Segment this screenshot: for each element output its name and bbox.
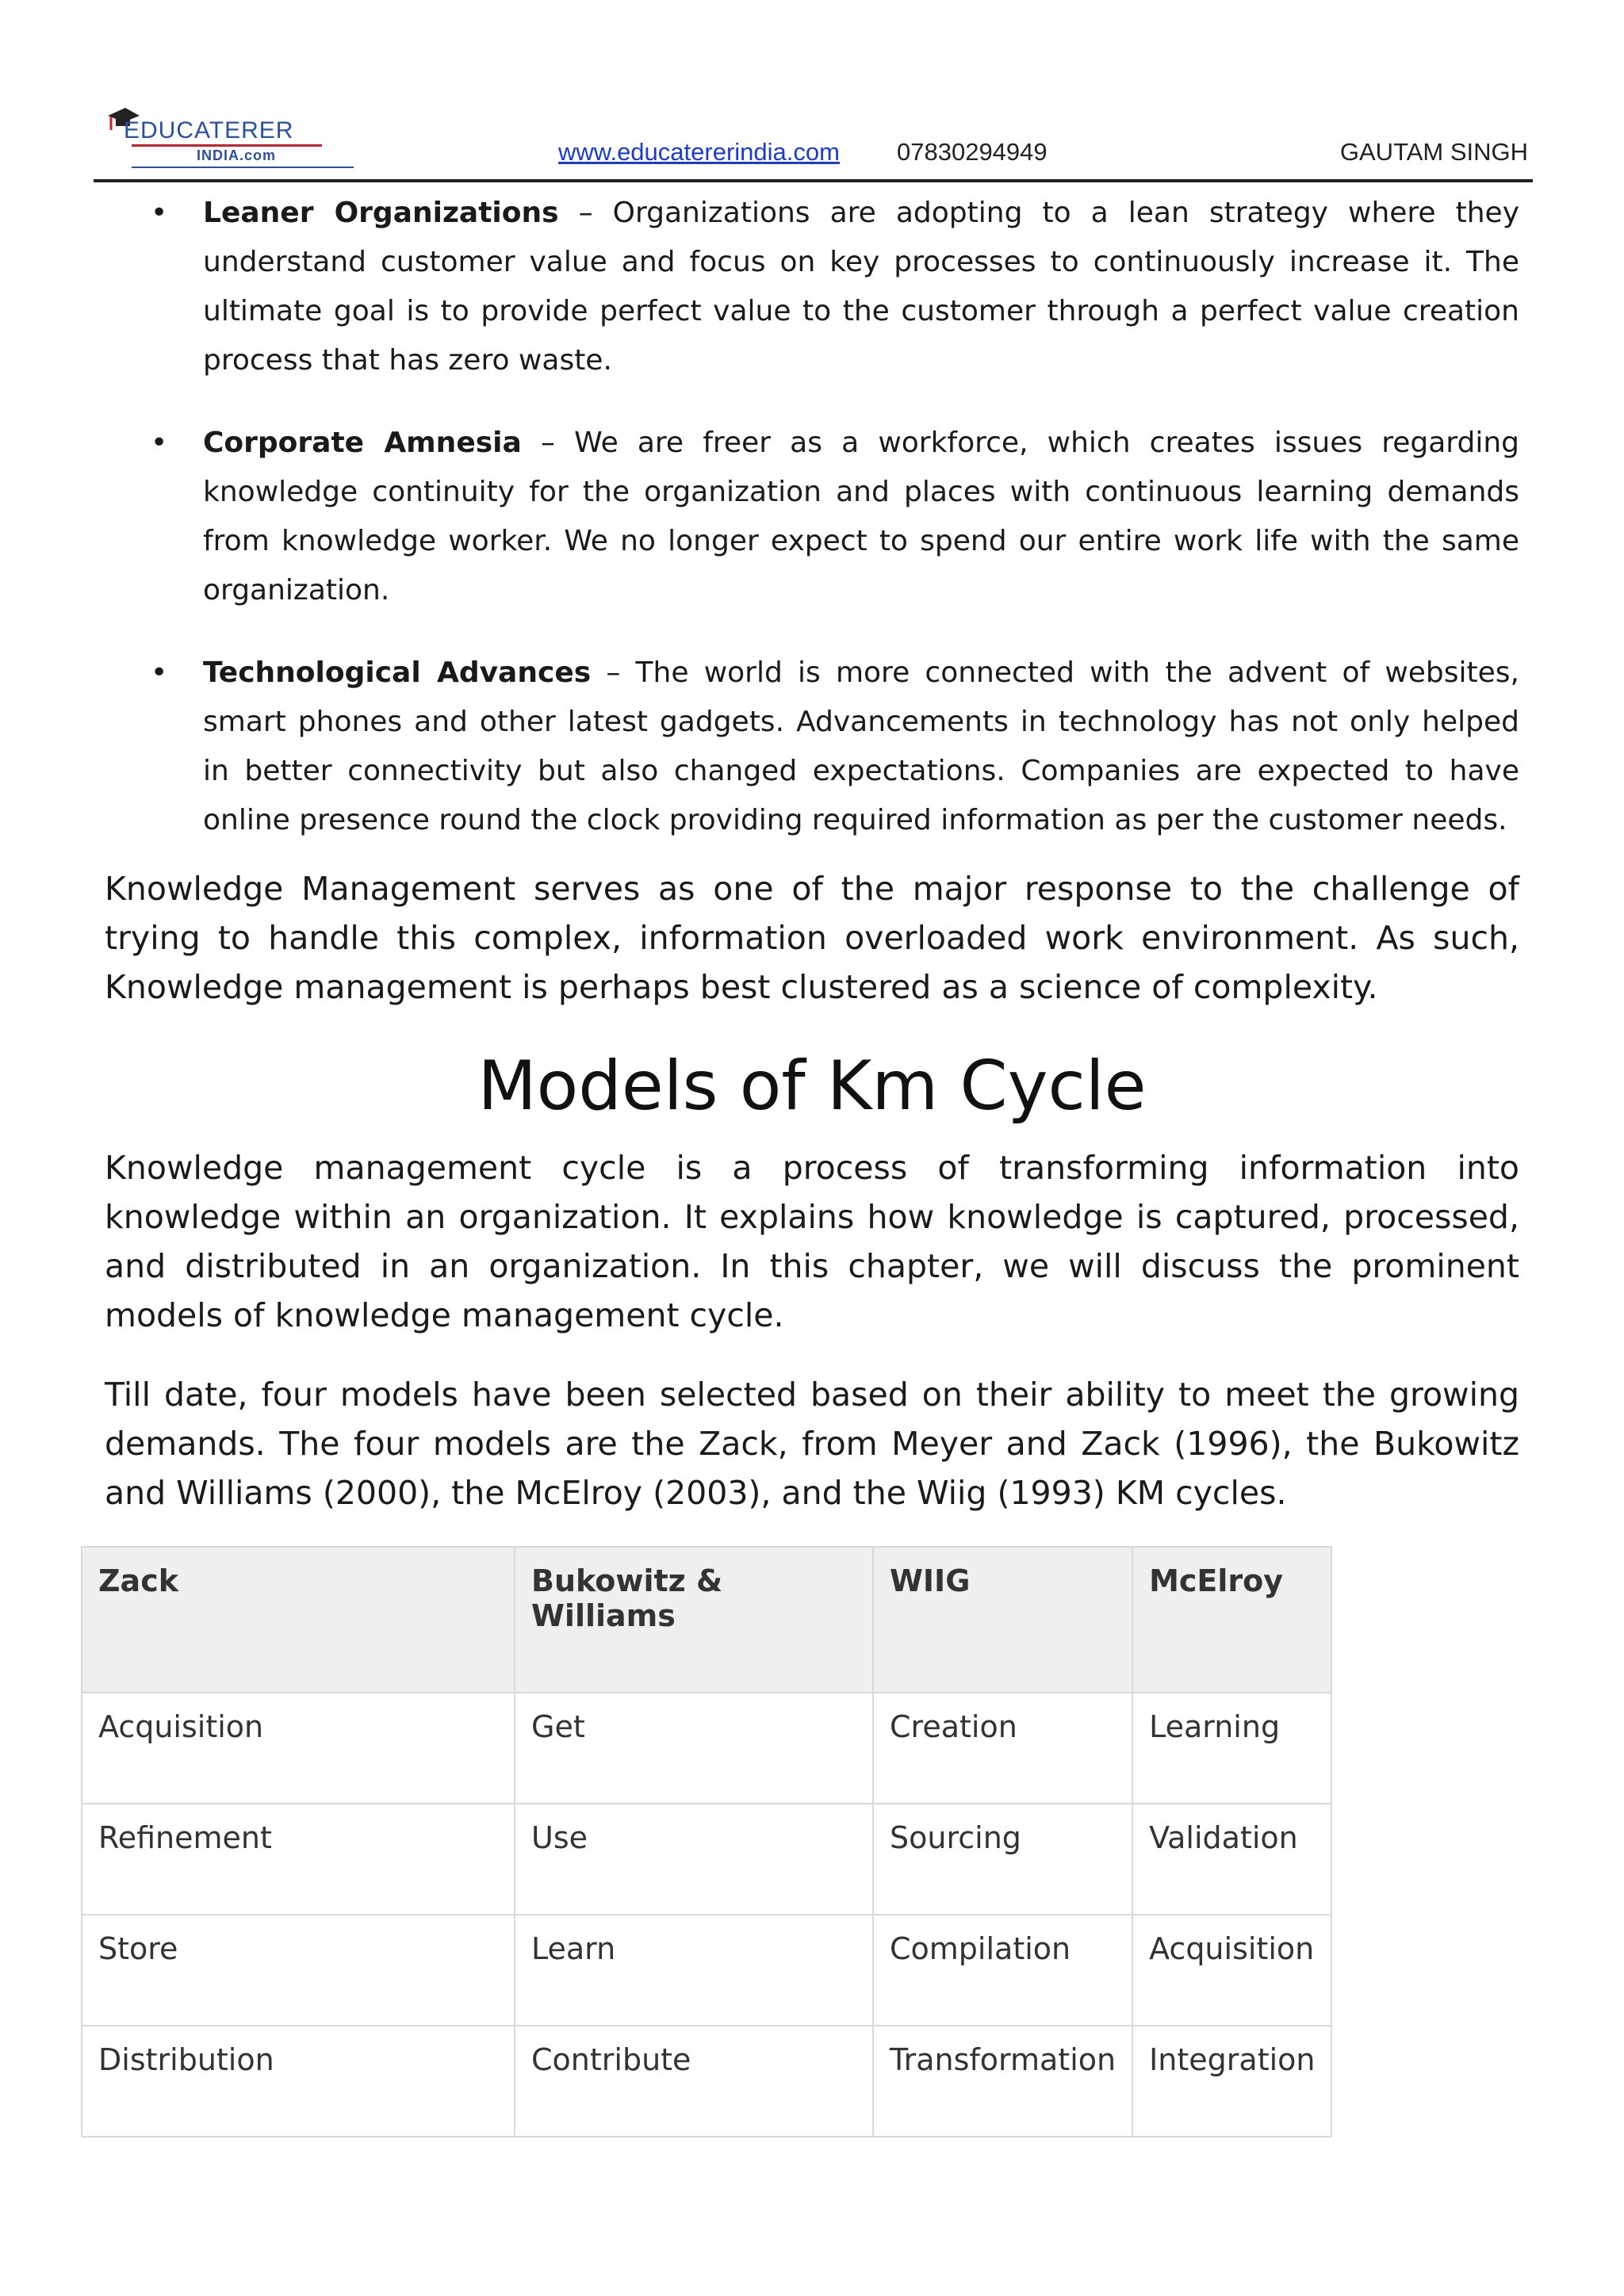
table-cell: Acquisition (82, 1693, 515, 1804)
km-cycle-intro-paragraph: Knowledge management cycle is a process of transforming information into knowledge within an organization. It explains how knowledge is captured, processed, and distributed in an organization. In this chapter, we will discuss the prominent models of knowledge management cycle. (105, 1149, 1519, 1334)
table-cell: Store (82, 1915, 515, 2026)
logo-subtext: INDIA.com (197, 147, 277, 163)
table-row (82, 1915, 1331, 2026)
column-header-mcelroy: McElroy (1132, 1547, 1331, 1693)
table-cell: Compilation (873, 1915, 1132, 2026)
table-cell: Contribute (515, 2026, 873, 2137)
bullet-item (151, 649, 1519, 845)
page-title: Models of Km Cycle (477, 1047, 1147, 1126)
educaterer-logo (100, 100, 362, 171)
author-name: GAUTAM SINGH (1339, 138, 1528, 166)
km-models-table (81, 1546, 1332, 2137)
logo-wordmark: EDUCATERER (124, 117, 294, 144)
page-header (94, 94, 1533, 182)
four-models-paragraph: Till date, four models have been selected based on their ability to meet the growing demands. The four models are the Zack, from Meyer and Zack (1996), the Bukowitz and Williams (2000), the McElroy (2003), and the Wiig (1993) KM cycles. (105, 1376, 1519, 1512)
column-header-bukowitz-williams: Bukowitz & Williams (515, 1547, 873, 1693)
bullet-term: Technological Advances (203, 656, 592, 689)
table-cell: Acquisition (1132, 1915, 1331, 2026)
bullet-dot-icon: • (151, 427, 168, 459)
bullet-list (151, 189, 1519, 878)
table-row (82, 2026, 1331, 2137)
logo-rule-blue (132, 166, 354, 168)
bullet-dot-icon: • (151, 197, 168, 229)
table-cell: Validation (1132, 1804, 1331, 1915)
bullet-text: – The world is more connected with the advent of websites, smart phones and other latest gadgets. Advancements in technology has not only helped in better connectivity but also changed expectations. Companies are expected to have online presence round the clock providing required information as per the customer needs. (203, 656, 1519, 836)
table-cell: Integration (1132, 2026, 1331, 2137)
table-cell: Get (515, 1693, 873, 1804)
table-cell: Refinement (82, 1804, 515, 1915)
table-row (82, 1693, 1331, 1804)
phone-number: 07830294949 (897, 138, 1048, 166)
column-header-wiig: WIIG (873, 1547, 1132, 1693)
table-cell: Sourcing (873, 1804, 1132, 1915)
logo-rule-red (132, 144, 322, 147)
bullet-text: – Organizations are adopting to a lean strategy where they understand customer value and focus on key processes to continuously increase it. The ultimate goal is to provide perfect value to the customer through a perfect value creation process that has zero waste. (203, 197, 1520, 377)
bullet-term: Leaner Organizations (203, 197, 559, 229)
table-cell: Learning (1132, 1693, 1331, 1804)
table-cell: Use (515, 1804, 873, 1915)
website-link[interactable]: www.educatererindia.com (558, 138, 840, 166)
table-header-row (82, 1547, 1331, 1693)
bullet-text: – We are freer as a workforce, which creates issues regarding knowledge continuity for the organization and places with continuous learning demands from knowledge worker. We no longer expect to spend our entire work life with the same organization. (203, 427, 1519, 607)
bullet-term: Corporate Amnesia (203, 427, 522, 459)
bullet-item (151, 189, 1519, 385)
km-response-paragraph: Knowledge Management serves as one of the major response to the challenge of trying to handle this complex, information overloaded work environment. As such, Knowledge management is perhaps best clustered as a science of complexity. (105, 870, 1519, 1006)
table-cell: Creation (873, 1693, 1132, 1804)
bullet-dot-icon: • (151, 656, 168, 689)
table-row (82, 1804, 1331, 1915)
table-cell: Transformation (873, 2026, 1132, 2137)
table-cell: Distribution (82, 2026, 515, 2137)
column-header-zack: Zack (82, 1547, 515, 1693)
bullet-item (151, 419, 1519, 615)
table-cell: Learn (515, 1915, 873, 2026)
